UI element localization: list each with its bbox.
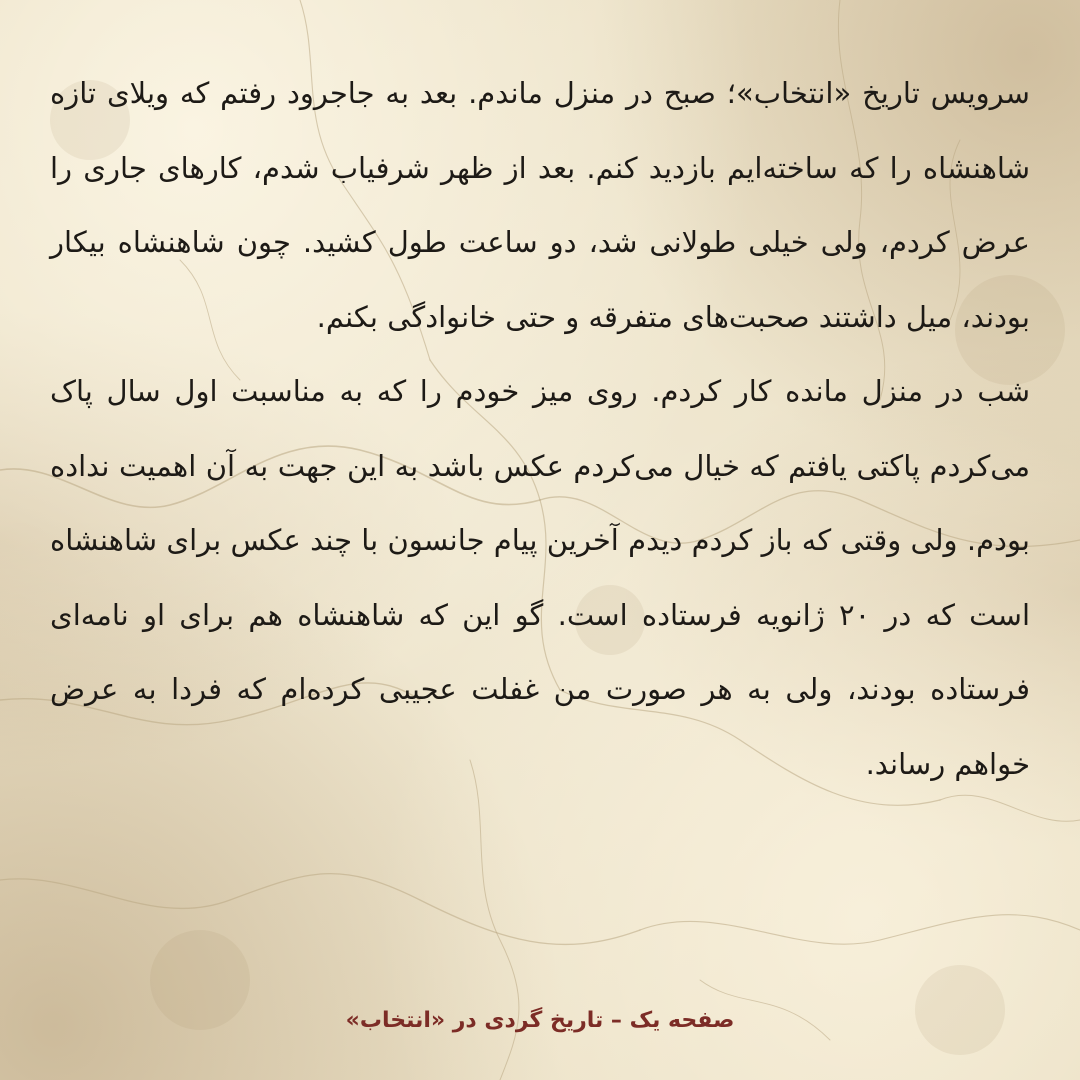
- diary-text: [50, 56, 1030, 801]
- paragraph: سرویس تاریخ «انتخاب»؛ صبح در منزل ماندم. بعد به جاجرود رفتم که ویلای تازه شاهنشاه را که ساخته‌ایم بازدید کنم. بعد از ظهر شرفیاب شدم، کارهای جاری را عرض کردم، ولی خیلی طولانی شد، دو ساعت طول کشید. چون شاهنشاه بیکار بودند، میل داشتند صحبت‌های متفرقه و حتی خانوادگی بکنم.: [50, 76, 1030, 334]
- paragraph: شب در منزل مانده کار کردم. روی میز خودم را که به مناسبت اول سال پاک می‌کردم پاکتی یافتم که خیال می‌کردم عکس باشد به این جهت به آن اهمیت نداده بودم. ولی وقتی که باز کردم دیدم آخرین پیام جانسون با چند عکس برای شاهنشاه است که در ۲۰ ژانویه فرستاده است. گو این که شاهنشاه هم برای او نامه‌ای فرستاده بودند، ولی به هر صورت من غفلت عجیبی کرده‌ام که فردا به عرض خواهم رساند.: [50, 374, 1030, 781]
- page-footer: صفحه یک – تاریخ گردی در «انتخاب»: [345, 1008, 735, 1033]
